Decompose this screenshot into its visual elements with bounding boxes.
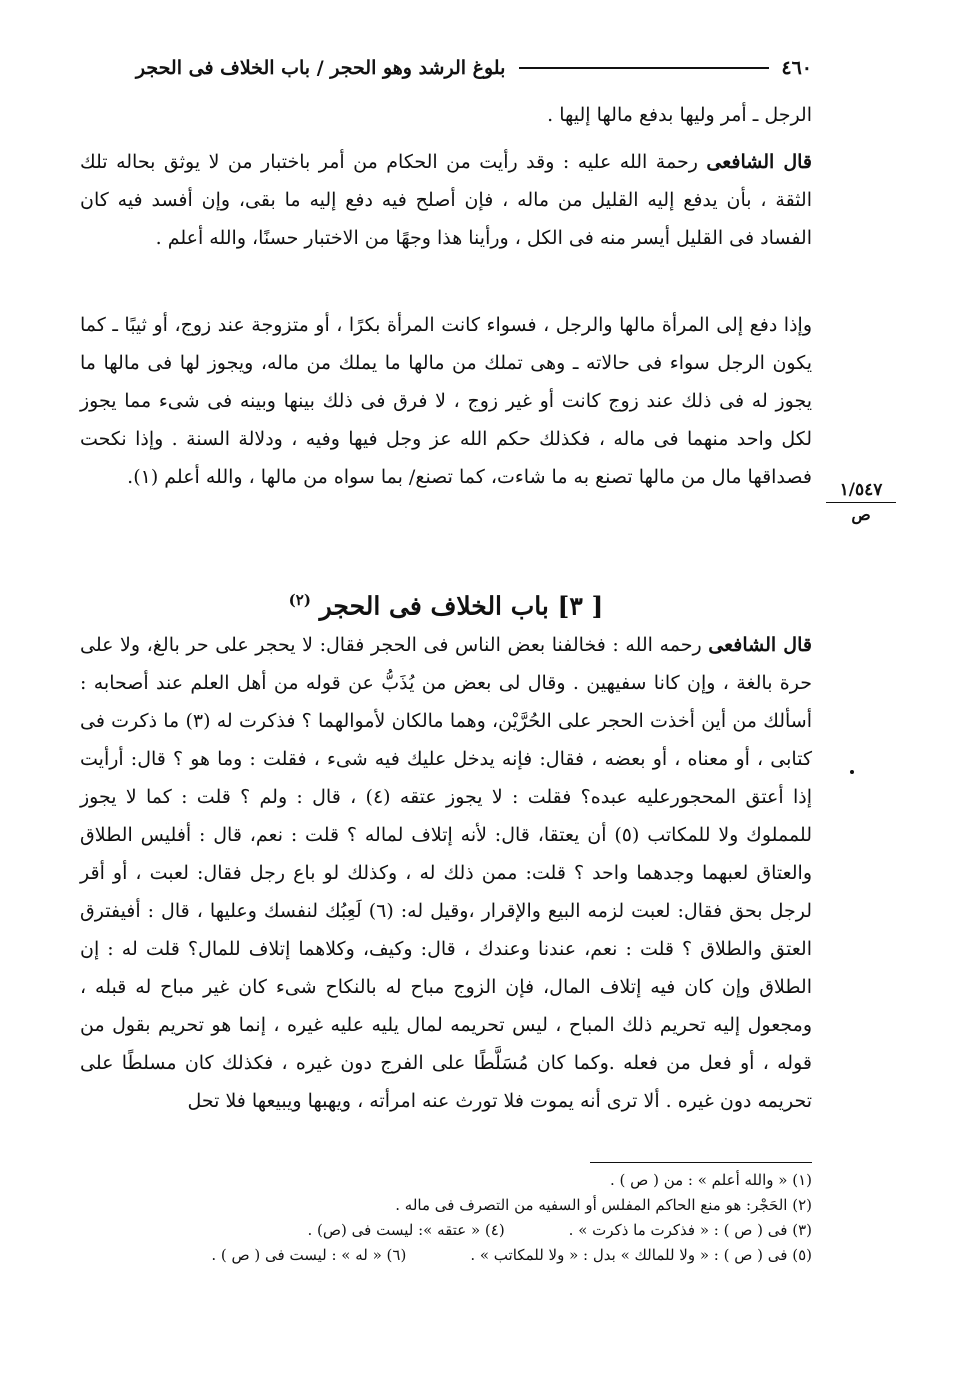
- margin-page-reference: [826, 480, 896, 524]
- margin-dot: [850, 770, 854, 774]
- paragraph-3: [80, 306, 812, 496]
- chapter-heading-footnote-ref: (٢): [288, 591, 311, 609]
- paragraph-2-lead: قال الشافعى: [706, 151, 812, 173]
- footnotes: [100, 1168, 812, 1268]
- paragraph-4: [80, 626, 812, 1120]
- paragraph-4-text: رحمه الله : فخالفنا بعض الناس فى الحجر فقال: لا يحجر على حر بالغ، ولا على حرة بالغة ، وإن كانا سفيهين . وقال لى بعض من يُذَبُّ عن قوله من أهل العلم عند أصحابه : أسألك من أين أخذت الحجر على الحُرَّيْن، وهما مالكان لأموالهما ؟ فذكرت له (٣) ما ذكرت فى كتابى ، أو معناه ، أو بعضه ، فقال: فإنه يدخل عليك فيه شىء ، فقلت : وما هو ؟ قال: أرأيت إذا أعتق المحجورعليه عبده؟ فقلت : لا يجوز عتقه (٤) ، قال : ولم ؟ قلت : كما لا يجوز للمملوك ولا للمكاتب (٥) أن يعتقا، قال: لأنه إتلاف لماله ؟ قلت : نعم، قال : أفليس الطلاق والعتاق لعبهما وجدهما واحد ؟ قلت: ممن ذلك له ، وكذلك لو باع رجل فقال: لعبت ، أو أقر لرجل بحق فقال: لعبت لزمه البيع والإقرار ،وقيل له: (٦) لَعِبُك لنفسك وعليها ، قال : أفيفترق العتق والطلاق ؟ قلت : نعم، عندنا وعندك ، قال: وكيف، وكلاهما إتلاف للمال؟ قلت له : إن الطلاق وإن كان فيه إتلاف المال، فإن الزوج مباح له بالنكاح شىء كان غير مباح له قبله ، ومجعول إليه تحريم ذلك المباح ، ليس تحريمه لمال يليه عليه غيره ، إنما هو تحريم بقول من قوله ، أو فعل من فعله .وكما كان مُسَلَّطًا على الفرج دون غيره ، فكذلك كان مسلطًا على تحريمه دون غيره . ألا ترى أنه يموت فلا تورث عنه امرأته ، ويهبها ويبيعها فلا تحل: [80, 634, 813, 1112]
- paragraph-1: [80, 96, 812, 134]
- margin-reference-value: ١/٥٤٧: [826, 480, 896, 503]
- page-number: ٤٦٠: [781, 57, 812, 79]
- chapter-heading-text: [ ٣] باب الخلاف فى الحجر: [319, 591, 604, 621]
- footnote-2: (٢) الحَجْر: هو منع الحاكم المفلس أو السفيه من التصرف فى ماله .: [395, 1196, 812, 1214]
- running-title: بلوغ الرشد وهو الحجر / باب الخلاف فى الحجر: [135, 57, 506, 79]
- footnote-line: [100, 1193, 812, 1218]
- paragraph-4-lead: قال الشافعى: [708, 634, 812, 656]
- margin-reference-unit: ص: [851, 505, 871, 524]
- page-header: [60, 48, 812, 88]
- header-rule: [519, 67, 769, 69]
- footnote-1: (١) « والله أعلم » : من ( ص ) .: [610, 1171, 812, 1189]
- footnote-line: [100, 1243, 812, 1268]
- footnote-4: (٤) « عتقه »: ليست فى (ص) .: [307, 1221, 505, 1239]
- footnote-3: (٣) فى ( ص ) : « فذكرت ما ذكرت » .: [568, 1221, 812, 1239]
- paragraph-3-text: وإذا دفع إلى المرأة مالها والرجل ، فسواء كانت المرأة بكرًا ، أو متزوجة عند زوج، أو ثيبًا ـ كما يكون الرجل سواء فى حالاته ـ وهى تملك من مالها ما يملك من ماله، ويجوز لها فى مالها ما يجوز له فى ذلك عند زوج كانت أو غير زوج ، لا فرق فى ذلك بينها وبينه فى شىء مما يجوز لكل واحد منهما فى ماله ، فكذلك حكم الله عز وجل فيها وفيه ، ودلالة السنة . وإذا نكحت فصداقها مال من مالها تصنع به ما شاءت، كما تصنع/ بما سواه من مالها ، والله أعلم (١).: [80, 314, 812, 488]
- footnote-rule: [590, 1162, 812, 1163]
- chapter-heading: [80, 578, 812, 622]
- paragraph-1-text: الرجل ـ أمر وليها بدفع مالها إليها .: [547, 104, 812, 126]
- footnote-line: [100, 1168, 812, 1193]
- paragraph-2-text: رحمة الله عليه : وقد رأيت من الحكام من أمر باختبار من لا يوثق بحاله تلك الثقة ، بأن يدفع إليه القليل من ماله ، فإن أصلح فيه دفع إليه ما بقى، وإن أفسد فيه كان الفساد فى القليل أيسر منه فى الكل ، ورأينا هذا وجهًا من الاختبار حسنًا، والله أعلم .: [80, 151, 812, 249]
- paragraph-2: [80, 143, 812, 257]
- footnote-6: (٦) « له » : ليست فى ( ص ) .: [211, 1246, 407, 1264]
- footnote-5: (٥) فى ( ص ) : « ولا للمالك » بدل : « ولا للمكاتب » .: [470, 1246, 812, 1264]
- footnote-line: [100, 1218, 812, 1243]
